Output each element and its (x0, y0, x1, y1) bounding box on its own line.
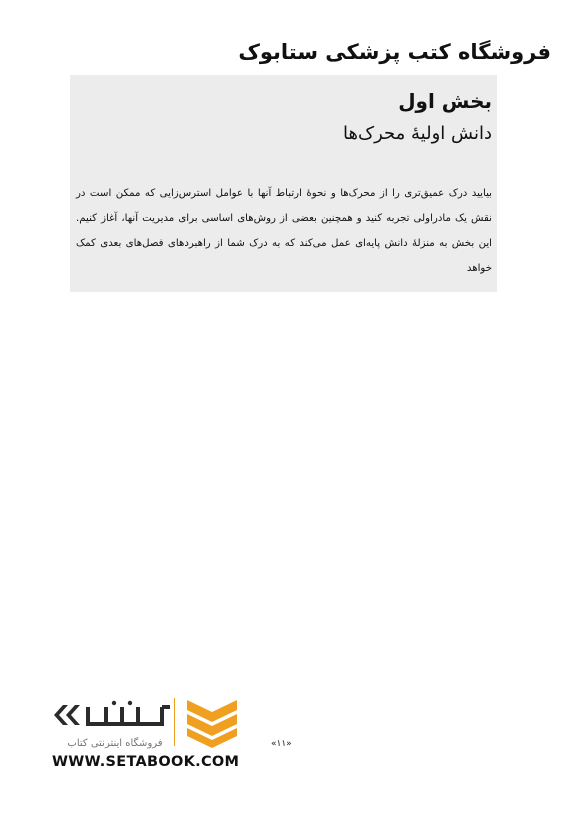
setabook-logo[interactable] (40, 688, 250, 784)
page-number: «۱۱» (271, 739, 292, 749)
logo-tagline: فروشگاه اینترنتی کتاب (67, 738, 163, 749)
book-chevron-icon (184, 696, 240, 748)
website-url[interactable]: WWW.SETABOOK.COM (52, 754, 240, 770)
section-body-text: بیایید درک عمیق‌تری را از محرک‌ها و نحوهٔ ارتباط آنها با عوامل استرس‌زایی که ممکن است در نقش یک مادراولی تجربه کنید و همچنین بعضی از روش‌های اساسی برای مدیریت آنها، آغاز کنیم. این بخش به منزلهٔ دانش پایه‌ای عمل می‌کند که به درک شما از راهبردهای فصل‌های بعدی کمک خواهد (76, 188, 492, 274)
setabook-wordmark-icon (50, 700, 175, 730)
section-title: بخش اول (398, 89, 492, 113)
section-box (70, 75, 497, 292)
section-subtitle: دانش اولیهٔ محرک‌ها (343, 123, 492, 144)
logo-divider (174, 698, 175, 746)
store-header: فروشگاه کتب پزشکی ستابوک (238, 40, 551, 64)
